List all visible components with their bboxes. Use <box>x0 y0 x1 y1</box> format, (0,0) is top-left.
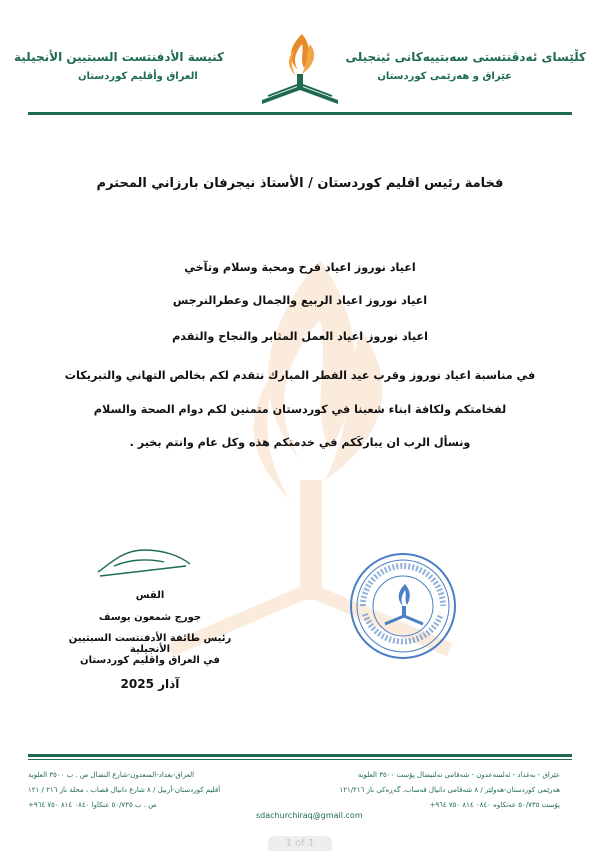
letter-addressee: فخامة رئيس اقليم كوردستان / الأستاذ نيجرفان بارزاني المحترم <box>96 176 504 191</box>
footer-kurdish-address: عێراق - بەغداد - ئەلسەعدون - شەقامی نەلنیضال پۆست ٣٥٠٠ العلوية <box>357 771 560 779</box>
footer-kurdish-phone: پۆست ٥٠/٧٣٥ عەنکاوە ٠٨٤٠ ٨١٤ ٧٥٠ ٩٦٤+ <box>429 801 560 809</box>
footer-email-link[interactable]: sdachurchiraq@gmail.com <box>256 811 363 820</box>
header-kurdish-subtitle: عێراق و هەرێمی کوردستان <box>377 71 512 82</box>
signer-title: القس <box>135 590 165 601</box>
footer-rule <box>28 754 572 757</box>
letter-line: اعياد نوروز اعياد الربيع والجمال وعطرالنرجس <box>172 294 428 307</box>
footer-arabic-address: أقليم كوردستان-أربيل / ٨ شارع دانيال قصاب ، محلة ناز ٢١٦ / ١٢١ <box>28 786 221 794</box>
footer-kurdish-address: هەرێمی کوردستان-هەولێر / ٨ شەقامی دانیال قەساب، گەڕەکی ناز ١٢١/٢١٦ <box>339 786 560 794</box>
header-arabic-subtitle: العراق وأقليم كوردستان <box>78 71 198 82</box>
letter-line: لفخامتكم ولكافة ابناء شعبنا في كوردستان متمنين لكم دوام الصحة والسلام <box>93 403 507 416</box>
header-kurdish-title: کڵێسای ئەدڤنتستی سەبتییەکانی ئینجیلی <box>345 50 586 64</box>
letter-date: آذار 2025 <box>120 677 180 691</box>
letter-line: اعياد نوروز اعياد فرح ومحبة وسلام وتآخي <box>184 261 416 274</box>
letter-line: ونسأل الرب ان يباركَكم في خدمتكم هذه وكل عام وانتم بخير . <box>129 436 471 449</box>
letter-line: في مناسبة اعياد نوروز وقرب عيد الفطر المبارك نتقدم لكم بخالص التهاني والتبريكات <box>64 369 536 382</box>
signer-name: جورج شمعون يوسف <box>98 612 202 623</box>
letter-line: اعياد نوروز اعياد العمل المثابر والنجاح والتقدم <box>172 330 428 343</box>
header-rule <box>28 112 572 115</box>
signature-icon <box>94 542 194 578</box>
footer-rule-thin <box>28 759 572 760</box>
footer-arabic-phone: ص . ب ٥٠/٧٣٥ عنكاوا ٠٨٤٠ ٨١٤ ٧٥٠ ٩٦٤+ <box>28 801 157 809</box>
adventist-logo-icon <box>258 30 342 104</box>
signer-region: في العراق واقليم كوردستان <box>80 655 220 666</box>
signer-role: رئيس طائفة الأدفنتست السبتيين الأنجيلية <box>68 633 232 655</box>
page-indicator: 1 of 1 <box>268 836 332 851</box>
church-stamp-icon <box>347 550 459 662</box>
footer-arabic-address: العراق-بغداد-السعدون-شارع النضال ص . ب ٣٥٠٠ العلوية <box>28 771 195 779</box>
header-arabic-title: كنيسة الأدفنتست السبتيين الأنجيلية <box>14 50 224 64</box>
